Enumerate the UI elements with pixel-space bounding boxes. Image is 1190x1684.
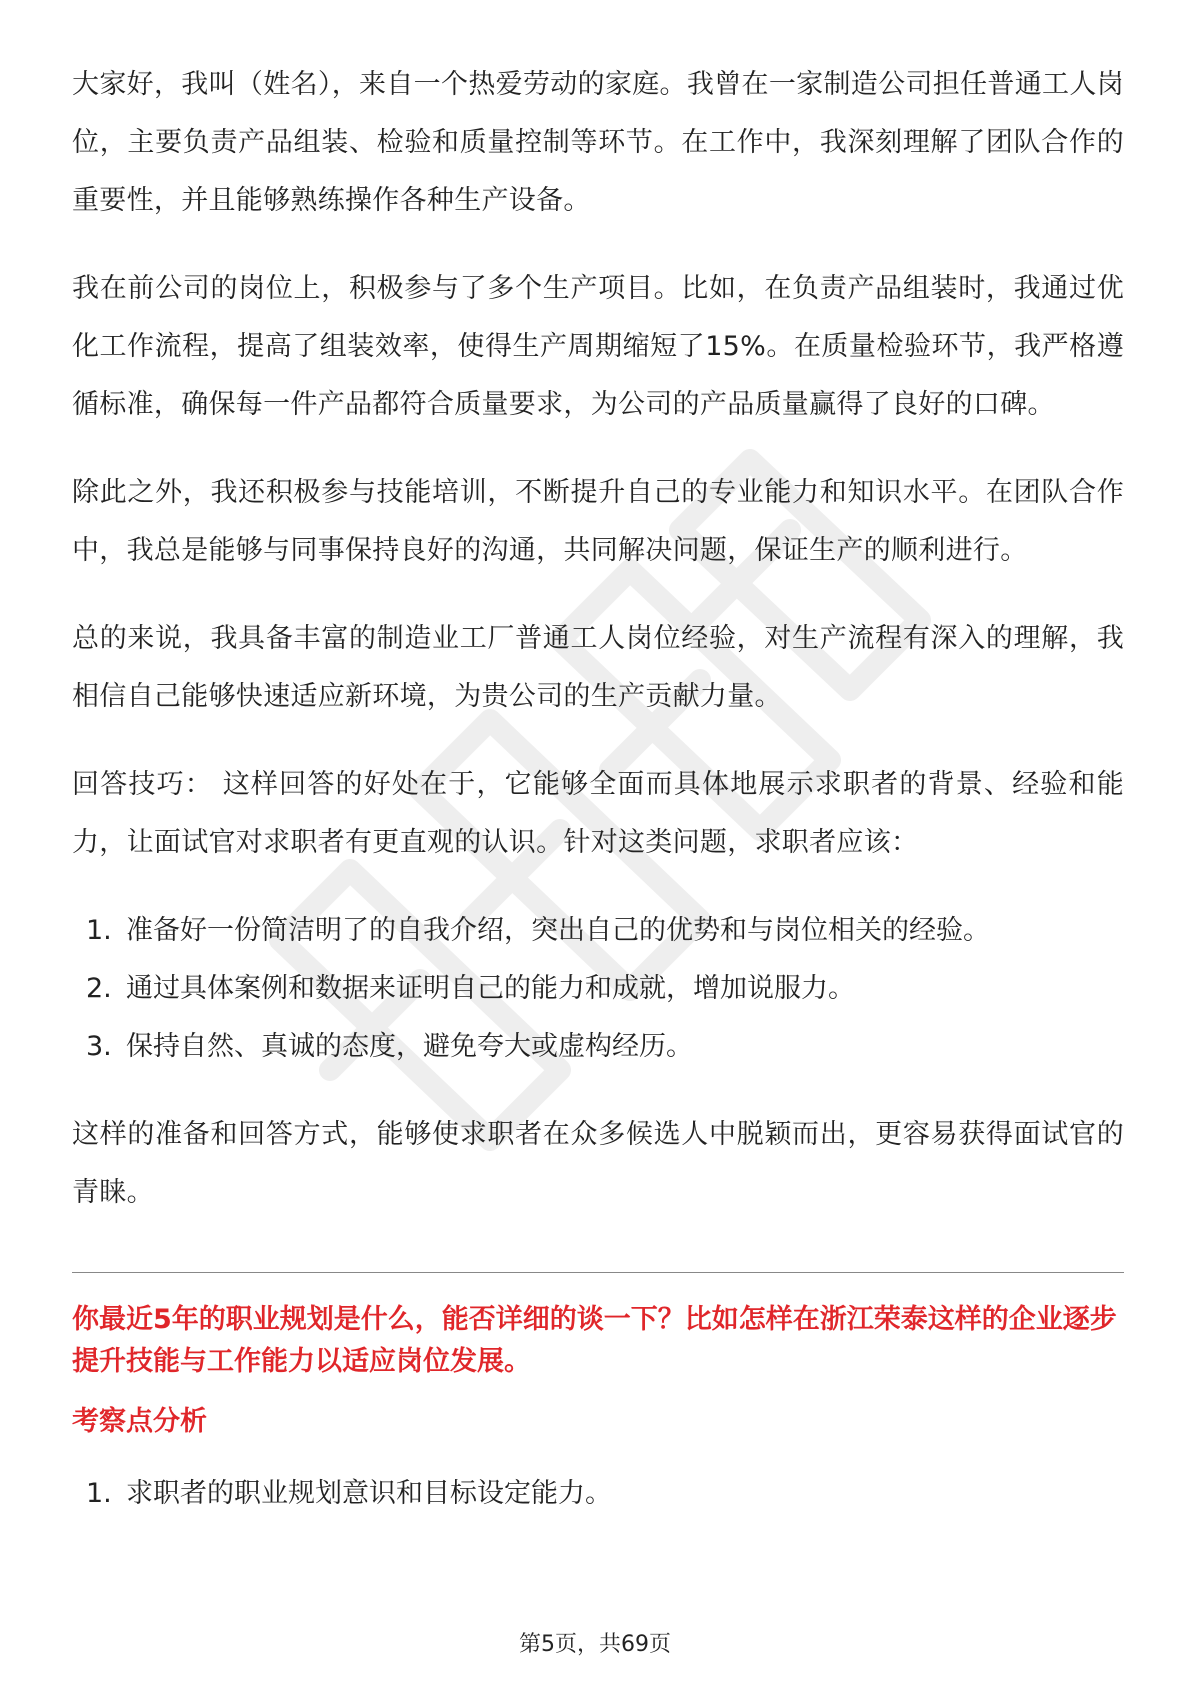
analysis-heading: 考察点分析 xyxy=(72,1406,207,1437)
analysis-list xyxy=(72,1465,1124,1523)
document-page xyxy=(72,56,1124,1523)
interview-question: 你最近5年的职业规划是什么，能否详细的谈一下？比如怎样在浙江荣泰这样的企业逐步提升技能与工作能力以适应岗位发展。 xyxy=(72,1304,1117,1377)
paragraph-answer-tips: 回答技巧： 这样回答的好处在于，它能够全面而具体地展示求职者的背景、经验和能力，让面试官对求职者有更直观的认识。针对这类问题，求职者应该： xyxy=(72,769,1124,858)
tips-list xyxy=(72,902,1124,1076)
list-text: 保持自然、真诚的态度，避免夸大或虚构经历。 xyxy=(126,1031,693,1062)
list-text: 求职者的职业规划意识和目标设定能力。 xyxy=(126,1478,612,1509)
list-item xyxy=(72,960,1124,1018)
list-number: 2. xyxy=(86,973,112,1004)
list-text: 通过具体案例和数据来证明自己的能力和成就，增加说服力。 xyxy=(126,973,855,1004)
paragraph-experience: 我在前公司的岗位上，积极参与了多个生产项目。比如，在负责产品组装时，我通过优化工作流程，提高了组装效率，使得生产周期缩短了15%。在质量检验环节，我严格遵循标准，确保每一件产品都符合质量要求，为公司的产品质量赢得了良好的口碑。 xyxy=(72,273,1124,420)
page-footer: 第5页，共69页 xyxy=(519,1632,671,1657)
list-text: 准备好一份简洁明了的自我介绍，突出自己的优势和与岗位相关的经验。 xyxy=(126,915,990,946)
paragraph-closing: 这样的准备和回答方式，能够使求职者在众多候选人中脱颖而出，更容易获得面试官的青睐。 xyxy=(72,1119,1124,1208)
list-number: 1. xyxy=(86,915,112,946)
paragraph-intro: 大家好，我叫（姓名），来自一个热爱劳动的家庭。我曾在一家制造公司担任普通工人岗位，主要负责产品组装、检验和质量控制等环节。在工作中，我深刻理解了团队合作的重要性，并且能够熟练操作各种生产设备。 xyxy=(72,69,1124,216)
list-number: 3. xyxy=(86,1031,112,1062)
section-divider xyxy=(72,1272,1124,1273)
paragraph-summary: 总的来说，我具备丰富的制造业工厂普通工人岗位经验，对生产流程有深入的理解，我相信自己能够快速适应新环境，为贵公司的生产贡献力量。 xyxy=(72,623,1124,712)
list-item xyxy=(72,1465,1124,1523)
list-item xyxy=(72,902,1124,960)
list-number: 1. xyxy=(86,1478,112,1509)
paragraph-training: 除此之外，我还积极参与技能培训，不断提升自己的专业能力和知识水平。在团队合作中，我总是能够与同事保持良好的沟通，共同解决问题，保证生产的顺利进行。 xyxy=(72,477,1124,566)
list-item xyxy=(72,1018,1124,1076)
